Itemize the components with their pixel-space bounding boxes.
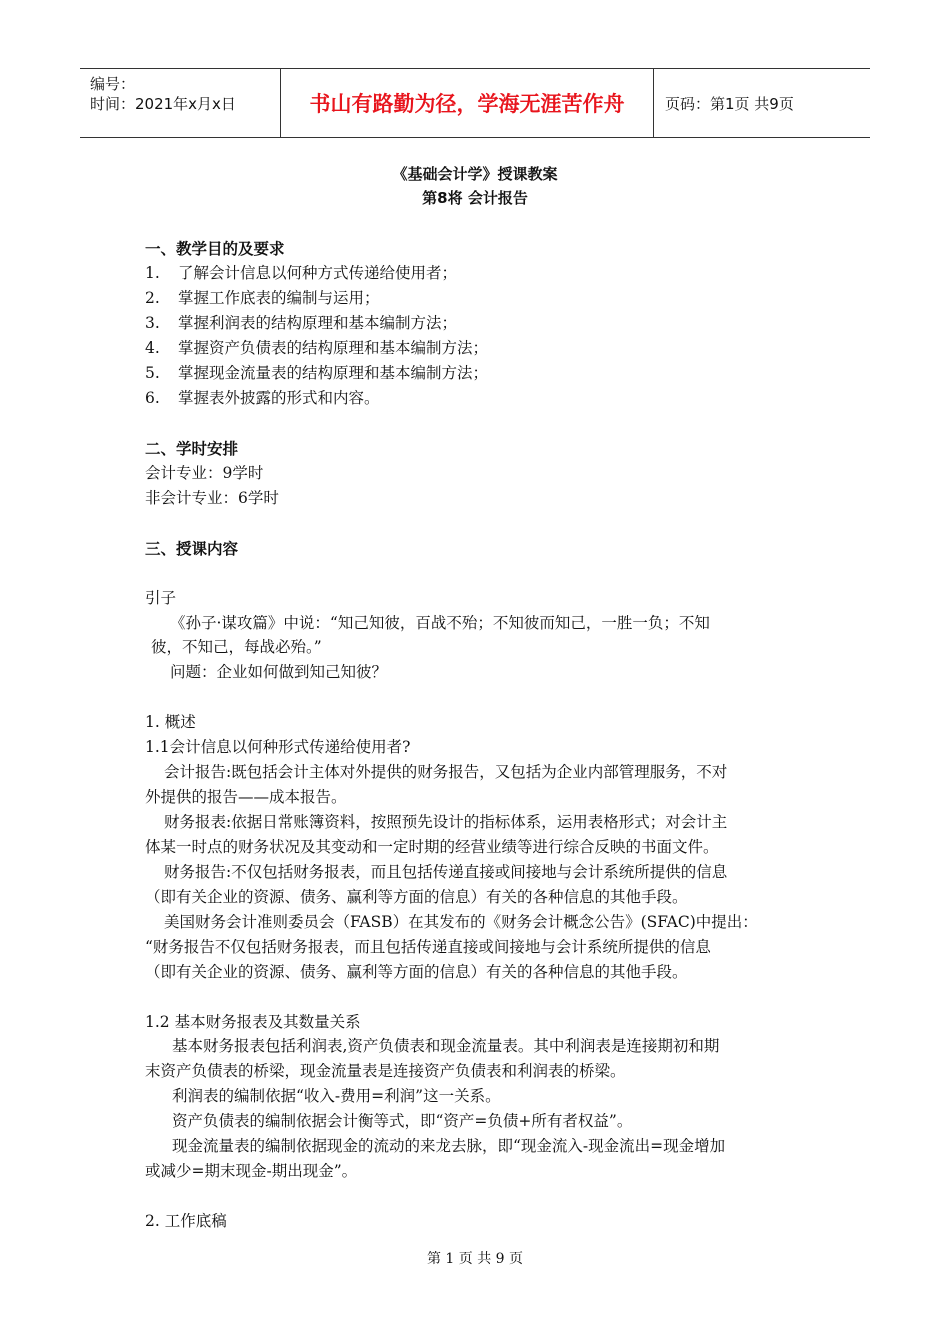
header-info-cell bbox=[80, 69, 281, 137]
section-heading-objectives: 一、教学目的及要求 bbox=[145, 240, 285, 258]
page-code: 页码：第1页 共9页 bbox=[665, 94, 794, 113]
section-heading-hours: 二、学时安排 bbox=[145, 440, 239, 458]
intro-label: 引子 bbox=[145, 589, 177, 607]
course-title: 《基础会计学》授课教案 bbox=[392, 165, 558, 183]
objective-item: 4. 掌握资产负债表的结构原理和基本编制方法； bbox=[145, 339, 489, 357]
objective-item: 3. 掌握利润表的结构原理和基本编制方法； bbox=[145, 314, 458, 332]
objective-item: 1. 了解会计信息以何种方式传递给使用者； bbox=[145, 264, 458, 282]
chapter-title: 第8将 会计报告 bbox=[422, 189, 528, 207]
paragraph-line: “财务报告不仅包括财务报表，而且包括传递直接或间接地与会计系统所提供的信息 bbox=[145, 938, 711, 956]
header-table bbox=[80, 68, 870, 138]
paragraph-line: 美国财务会计准则委员会（FASB）在其发布的《财务会计概念公告》(SFAC)中提出： bbox=[164, 913, 758, 931]
subsection-title: 1. 概述 bbox=[145, 713, 196, 731]
time-label: 时间：2021年x月x日 bbox=[90, 95, 236, 113]
paragraph-line: 资产负债表的编制依据会计衡等式，即“资产=负债+所有者权益”。 bbox=[172, 1112, 633, 1130]
paragraph-line: 利润表的编制依据“收入-费用=利润”这一关系。 bbox=[172, 1087, 501, 1105]
section-heading-content: 三、授课内容 bbox=[145, 540, 239, 558]
page-footer: 第 1 页 共 9 页 bbox=[426, 1251, 524, 1267]
paragraph-line: 或减少=期末现金-期出现金”。 bbox=[145, 1162, 358, 1180]
paragraph-line: 会计报告:既包括会计主体对外提供的财务报告，又包括为企业内部管理服务，不对 bbox=[164, 763, 728, 781]
paragraph-line: 外提供的报告——成本报告。 bbox=[145, 788, 347, 806]
hours-accounting: 会计专业：9学时 bbox=[145, 464, 264, 482]
paragraph-line: （即有关企业的资源、债务、赢利等方面的信息）有关的各种信息的其他手段。 bbox=[145, 963, 688, 981]
hours-non-accounting: 非会计专业：6学时 bbox=[145, 489, 279, 507]
paragraph-line: 末资产负债表的桥梁，现金流量表是连接资产负债表和利润表的桥梁。 bbox=[145, 1062, 626, 1080]
objective-item: 2. 掌握工作底表的编制与运用； bbox=[145, 289, 380, 307]
subsection-title: 1.2 基本财务报表及其数量关系 bbox=[145, 1013, 361, 1031]
objective-item: 5. 掌握现金流量表的结构原理和基本编制方法； bbox=[145, 364, 489, 382]
intro-question: 问题：企业如何做到知己知彼？ bbox=[170, 663, 388, 681]
paragraph-line: 财务报表:依据日常账簿资料，按照预先设计的指标体系，运用表格形式；对会计主 bbox=[164, 813, 728, 831]
subsection-title: 2. 工作底稿 bbox=[145, 1212, 227, 1230]
objective-item: 6. 掌握表外披露的形式和内容。 bbox=[145, 389, 380, 407]
paragraph-line: 基本财务报表包括利润表,资产负债表和现金流量表。其中利润表是连接期初和期 bbox=[172, 1037, 720, 1055]
paragraph-line: 财务报告:不仅包括财务报表，而且包括传递直接或间接地与会计系统所提供的信息 bbox=[164, 863, 728, 881]
motto: 书山有路勤为径，学海无涯苦作舟 bbox=[281, 69, 654, 137]
quote-line: 《孙子·谋攻篇》中说：“知己知彼，百战不殆；不知彼而知己，一胜一负；不知 bbox=[170, 614, 710, 632]
paragraph-line: 体某一时点的财务状况及其变动和一定时期的经营业绩等进行综合反映的书面文件。 bbox=[145, 838, 719, 856]
number-label: 编号： bbox=[90, 75, 136, 93]
quote-line: 彼，不知己，每战必殆。” bbox=[151, 638, 322, 656]
subsection-title: 1.1会计信息以何种形式传递给使用者? bbox=[145, 738, 411, 756]
paragraph-line: （即有关企业的资源、债务、赢利等方面的信息）有关的各种信息的其他手段。 bbox=[145, 888, 688, 906]
paragraph-line: 现金流量表的编制依据现金的流动的来龙去脉，即“现金流入-现金流出=现金增加 bbox=[172, 1137, 726, 1155]
